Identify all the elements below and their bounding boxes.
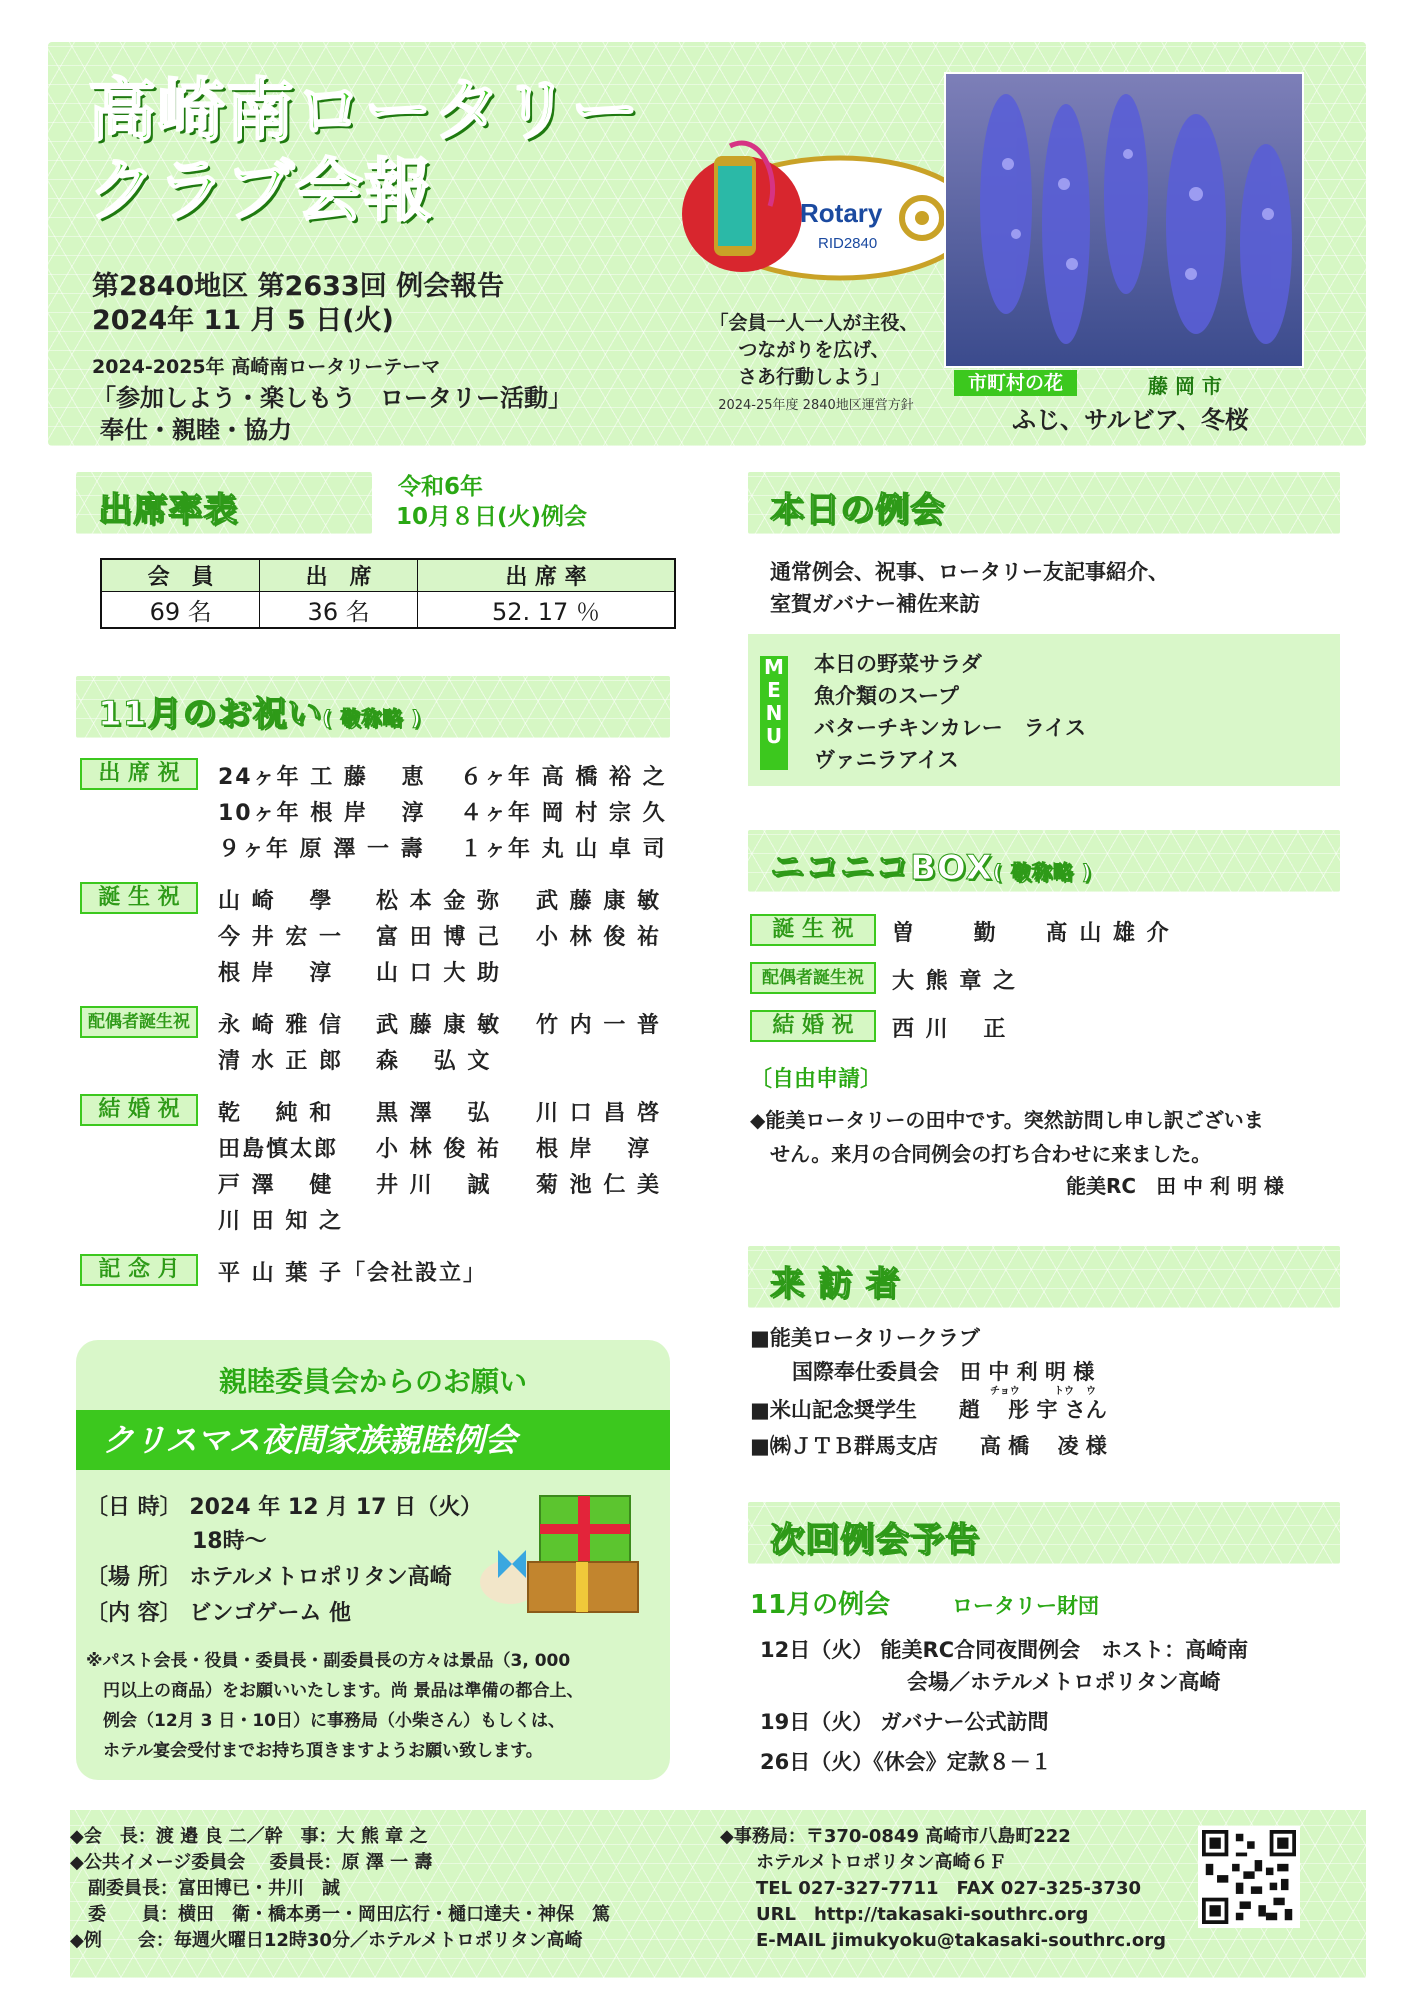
next-meeting-section-header bbox=[748, 1502, 1340, 1564]
memorial-month-tag: 記 念 月 bbox=[80, 1254, 198, 1286]
footer-line: ホテルメトロポリタン高崎６Ｆ bbox=[720, 1852, 1007, 1873]
friendship-title: 親睦委員会からのお願い bbox=[218, 1365, 527, 1398]
menu-item: 魚介類のスープ bbox=[814, 684, 959, 708]
list-item: 山 崎 學 bbox=[218, 889, 334, 914]
menu-label: MENU bbox=[760, 656, 788, 770]
visitor-ruby: トウ bbox=[1054, 1386, 1074, 1397]
memorial-month-text: 平 山 葉 子「会社設立」 bbox=[218, 1261, 487, 1286]
list-item: ６ヶ年 高 橋 裕 之 bbox=[460, 765, 667, 790]
footer-line: ◆公共イメージ委員会 委員長：原 澤 一 壽 bbox=[70, 1852, 433, 1873]
nikoniko-birthday-names: 曽 勤 髙 山 雄 介 bbox=[892, 921, 1171, 946]
free-application-line: ◆能美ロータリーの田中です。突然訪問し申し訳ございま bbox=[750, 1108, 1264, 1132]
list-item: 10ヶ年 根 岸 淳 bbox=[218, 801, 426, 826]
column-header: 出 席 bbox=[260, 559, 418, 592]
nikoniko-title: ニコニコBOX( 敬称略 ) bbox=[770, 848, 1093, 888]
event-date: 〔日 時〕 2024 年 12 月 17 日（火） bbox=[86, 1495, 483, 1520]
table-header-row bbox=[101, 559, 675, 592]
city-flowers: ふじ、サルビア、冬桜 bbox=[1012, 406, 1249, 434]
list-item: 清 水 正 郎 bbox=[218, 1049, 343, 1074]
visitor-line: ■能美ロータリークラブ bbox=[750, 1326, 980, 1350]
attendance-section-header bbox=[76, 472, 372, 534]
list-item: 小 林 俊 祐 bbox=[376, 1137, 501, 1162]
list-item: ９ヶ年 原 澤 一 壽 bbox=[218, 837, 425, 862]
header-banner bbox=[48, 42, 1366, 446]
list-item: 富 田 博 己 bbox=[376, 925, 501, 950]
next-line: 19日（火） ガバナー公式訪問 bbox=[760, 1710, 1049, 1734]
list-item: ４ヶ年 岡 村 宗 久 bbox=[460, 801, 667, 826]
attendance-celebration-tag: 出 席 祝 bbox=[80, 758, 198, 790]
event-place: 〔場 所〕 ホテルメトロポリタン高崎 bbox=[86, 1565, 452, 1590]
menu-item: ヴァニラアイス bbox=[814, 748, 959, 772]
list-item: 根 岸 淳 bbox=[218, 961, 334, 986]
column-header: 会 員 bbox=[101, 559, 260, 592]
list-item: 武 藤 康 敏 bbox=[536, 889, 661, 914]
table-cell: 36 名 bbox=[260, 592, 418, 629]
event-content: 〔内 容〕 ビンゴゲーム 他 bbox=[86, 1601, 352, 1626]
visitor-ruby: チョウ bbox=[990, 1386, 1020, 1397]
menu-box bbox=[748, 634, 1340, 786]
nikoniko-spouse-names: 大 熊 章 之 bbox=[892, 969, 1017, 994]
today-line: 通常例会、祝事、ロータリー友記事紹介、 bbox=[770, 560, 1169, 584]
svg-text:Rotary: Rotary bbox=[800, 198, 883, 228]
next-line: 12日（火） 能美RC合同夜間例会 ホスト：高崎南 bbox=[760, 1638, 1249, 1662]
free-application-line: せん。来月の合同例会の打ち合わせに来ました。 bbox=[750, 1142, 1212, 1166]
column-header: 出 席 率 bbox=[417, 559, 675, 592]
nikoniko-section-header bbox=[748, 830, 1340, 892]
footer bbox=[70, 1810, 1366, 1978]
footer-website-link[interactable]: URL http://takasaki‑southrc.org bbox=[720, 1904, 1089, 1925]
list-item: 田島慎太郎 bbox=[218, 1137, 339, 1162]
friendship-note: ※パスト会長・役員・委員長・副委員長の方々は景品（3, 000 円以上の商品）をお願いいたします。尚 景品は準備の都合上、 例会（12月 3 日・10日）に事務局（小柴さん）もしくは、 ホテル宴会受付までお持ち頂きますようお願い致します。 bbox=[86, 1651, 584, 1761]
spouse-birthday-tag: 配偶者誕生祝 bbox=[80, 1006, 198, 1038]
table-cell: 52. 17 ％ bbox=[417, 592, 675, 629]
menu-item: 本日の野菜サラダ bbox=[814, 652, 982, 676]
gift-box-icon bbox=[480, 1490, 650, 1620]
visitor-line: ■㈱ＪＴＢ群馬支店 高 橋 凌 様 bbox=[750, 1434, 1107, 1458]
visitors-title: 来 訪 者 bbox=[770, 1264, 901, 1304]
table-cell: 69 名 bbox=[101, 592, 260, 629]
district-motto: 「会員一人一人が主役、 つながりを広げ、 さあ行動しよう」 bbox=[709, 312, 919, 388]
list-item: 24ヶ年 工 藤 恵 bbox=[218, 765, 426, 790]
nikoniko-spouse-tag: 配偶者誕生祝 bbox=[750, 962, 876, 994]
footer-line: ◆事務局：〒370‑0849 高崎市八島町222 bbox=[720, 1826, 1071, 1847]
visitors-section-header bbox=[748, 1246, 1340, 1308]
motto-caption: 2024‑25年度 2840地区運営方針 bbox=[718, 398, 914, 413]
list-item: １ヶ年 丸 山 卓 司 bbox=[460, 837, 667, 862]
list-item: 小 林 俊 祐 bbox=[536, 925, 661, 950]
wisteria-image-icon bbox=[946, 74, 1304, 368]
list-item: 今 井 宏 一 bbox=[218, 925, 343, 950]
footer-email-link[interactable]: E‑MAIL jimukyoku@takasaki‑southrc.org bbox=[720, 1930, 1166, 1951]
club-title: 高崎南ロータリー クラブ会報 bbox=[88, 72, 641, 231]
list-item: 乾 純 和 bbox=[218, 1101, 334, 1126]
list-item: 松 本 金 弥 bbox=[376, 889, 501, 914]
event-time: 18時～ bbox=[192, 1529, 267, 1554]
list-item: 井 川 誠 bbox=[376, 1173, 492, 1198]
list-item: 黒 澤 弘 bbox=[376, 1101, 492, 1126]
city-name: 藤 岡 市 bbox=[1148, 374, 1222, 398]
list-item: 武 藤 康 敏 bbox=[376, 1013, 501, 1038]
attendance-table bbox=[100, 558, 676, 629]
wedding-tag: 結 婚 祝 bbox=[80, 1094, 198, 1126]
celebrations-section-header bbox=[76, 676, 670, 738]
nikoniko-wedding-tag: 結 婚 祝 bbox=[750, 1010, 876, 1042]
footer-line: 副委員長：富田博已・井川 誠 bbox=[70, 1878, 340, 1899]
list-item: 戸 澤 健 bbox=[218, 1173, 334, 1198]
free-application-sign: 能美RC 田 中 利 明 様 bbox=[1066, 1174, 1284, 1198]
today-title: 本日の例会 bbox=[770, 490, 945, 530]
theme-label: 2024‑2025年 高崎南ロータリーテーマ bbox=[92, 356, 441, 378]
attendance-date: 令和6年 10月８日(火)例会 bbox=[396, 474, 588, 530]
menu-item: バターチキンカレー ライス bbox=[814, 716, 1086, 740]
theme-main: 「参加しよう・楽しもう ロータリー活動」 bbox=[92, 384, 572, 412]
today-line: 室賀ガバナー補佐来訪 bbox=[770, 592, 980, 616]
qr-code-icon[interactable] bbox=[1198, 1826, 1300, 1928]
wisteria-photo bbox=[944, 72, 1304, 368]
next-meeting-title: 次回例会予告 bbox=[770, 1520, 980, 1560]
theme-sub: 奉仕・親睦・協力 bbox=[100, 416, 292, 444]
list-item: 根 岸 淳 bbox=[536, 1137, 652, 1162]
city-flower-label: 市町村の花 bbox=[954, 370, 1077, 396]
next-line: 会場／ホテルメトロポリタン高崎 bbox=[760, 1670, 1221, 1694]
table-row bbox=[101, 592, 675, 629]
visitor-line: 国際奉仕委員会 田 中 利 明 様 bbox=[750, 1360, 1095, 1384]
rotary-logo-icon bbox=[670, 136, 982, 286]
nikoniko-birthday-tag: 誕 生 祝 bbox=[750, 914, 876, 946]
celebrations-title: 11月のお祝い( 敬称略 ) bbox=[98, 694, 422, 734]
list-item: 竹 内 一 普 bbox=[536, 1013, 661, 1038]
list-item: 山 口 大 助 bbox=[376, 961, 501, 986]
footer-line: 委 員：横田 衛・橋本勇一・岡田広行・樋口達夫・神保 篤 bbox=[70, 1904, 610, 1925]
list-item: 川 口 昌 啓 bbox=[536, 1101, 661, 1126]
visitor-line: ■米山記念奨学生 趙 彤 宇 さん bbox=[750, 1398, 1107, 1422]
free-application-label: 〔自由申請〕 bbox=[750, 1067, 883, 1092]
visitor-ruby: ウ bbox=[1086, 1386, 1096, 1397]
list-item: 川 田 知 之 bbox=[218, 1209, 343, 1234]
next-month-theme: ロータリー財団 bbox=[952, 1594, 1099, 1618]
meeting-date: 2024年 11 月 5 日(火) bbox=[92, 305, 394, 336]
nikoniko-wedding-names: 西 川 正 bbox=[892, 1017, 1008, 1042]
next-month-title: 11月の例会 bbox=[750, 1590, 891, 1620]
christmas-event-banner: クリスマス夜間家族親睦例会 bbox=[76, 1410, 670, 1470]
footer-line: TEL 027‑327‑7711 FAX 027‑325‑3730 bbox=[720, 1878, 1141, 1899]
today-section-header bbox=[748, 472, 1340, 534]
list-item: 菊 池 仁 美 bbox=[536, 1173, 661, 1198]
list-item: 永 崎 雅 信 bbox=[218, 1013, 343, 1038]
footer-line: ◆例 会：毎週火曜日12時30分／ホテルメトロポリタン高崎 bbox=[70, 1930, 583, 1951]
list-item: 森 弘 文 bbox=[376, 1049, 492, 1074]
friendship-committee-box bbox=[76, 1340, 670, 1780]
attendance-title: 出席率表 bbox=[98, 490, 238, 530]
district-meeting-number: 第2840地区 第2633回 例会報告 bbox=[92, 271, 505, 302]
next-line: 26日（火）《休会》定款８－１ bbox=[760, 1750, 1052, 1774]
footer-line: ◆会 長：渡 邉 良 二／幹 事：大 熊 章 之 bbox=[70, 1826, 428, 1847]
birthday-tag: 誕 生 祝 bbox=[80, 882, 198, 914]
svg-text:RID2840: RID2840 bbox=[818, 235, 878, 252]
